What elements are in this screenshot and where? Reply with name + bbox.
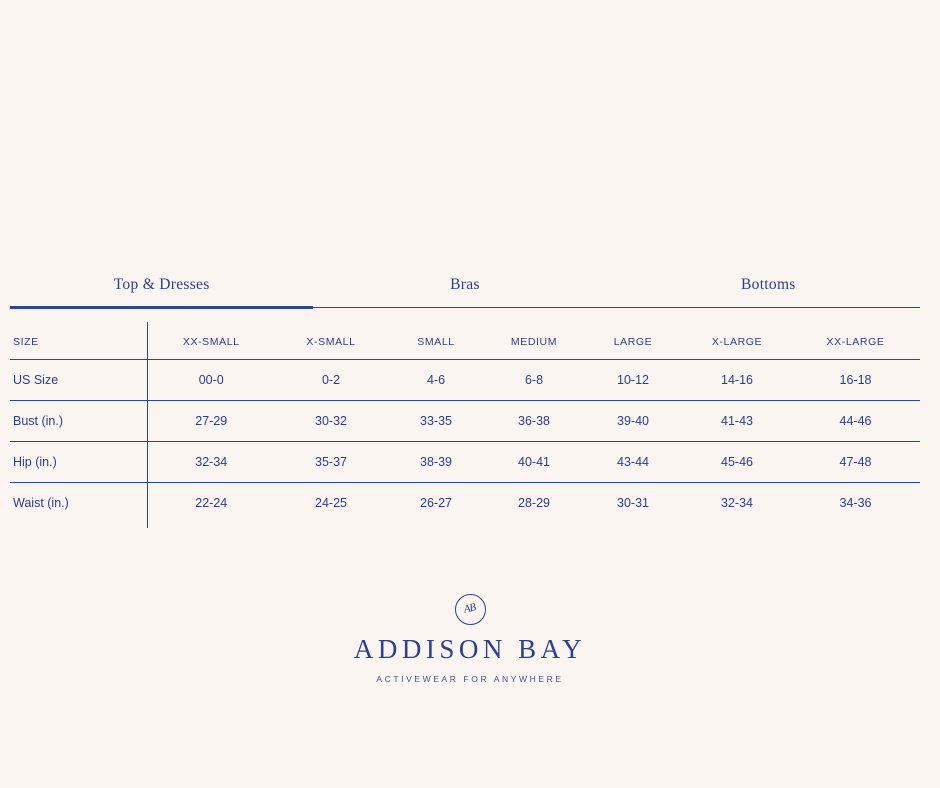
cell-value: 30-32 [275, 401, 387, 442]
column-header-x-large: X-LARGE [683, 322, 791, 360]
row-label: Bust (in.) [10, 401, 147, 442]
cell-value: 0-2 [275, 360, 387, 401]
tab-bottoms[interactable] [617, 276, 920, 307]
cell-value: 27-29 [147, 401, 275, 442]
cell-value: 36-38 [485, 401, 583, 442]
cell-value: 40-41 [485, 442, 583, 483]
tab-top-dresses[interactable] [10, 276, 313, 307]
cell-value: 00-0 [147, 360, 275, 401]
cell-value: 41-43 [683, 401, 791, 442]
tab-bras-label: Bras [450, 276, 480, 293]
cell-value: 24-25 [315, 496, 347, 510]
row-label: US Size [10, 360, 147, 401]
cell-value: 10-12 [583, 360, 683, 401]
cell-value: 32-34 [721, 496, 753, 510]
brand-monogram: AB [462, 601, 477, 616]
cell-value: 4-6 [387, 360, 485, 401]
row-label: Waist (in.) [10, 483, 147, 529]
cell-value: 44-46 [791, 401, 920, 442]
cell-value: 45-46 [683, 442, 791, 483]
column-header-xx-small: XX-SMALL [147, 322, 275, 360]
column-header-size: SIZE [10, 322, 147, 360]
table-row-us-size [10, 360, 920, 401]
cell-value: 14-16 [683, 360, 791, 401]
column-header-small: SMALL [387, 322, 485, 360]
cell-value: 26-27 [420, 496, 452, 510]
cell-value: 30-31 [617, 496, 649, 510]
table-row-waist [10, 483, 920, 529]
cell-value: 47-48 [791, 442, 920, 483]
cell-value: 43-44 [583, 442, 683, 483]
cell-value: 38-39 [387, 442, 485, 483]
brand-logo-icon [455, 594, 486, 625]
table-row-hip [10, 442, 920, 483]
cell-value: 34-36 [839, 496, 872, 510]
brand-tagline: ACTIVEWEAR FOR ANYWHERE [376, 674, 564, 684]
column-header-large: LARGE [583, 322, 683, 360]
brand-wordmark: ADDISON BAY [353, 634, 587, 664]
cell-value: 6-8 [485, 360, 583, 401]
cell-value: 33-35 [387, 401, 485, 442]
cell-value: 16-18 [791, 360, 920, 401]
tab-top-dresses-label: Top & Dresses [113, 276, 210, 293]
tab-bras[interactable] [313, 276, 616, 307]
row-label: Hip (in.) [10, 442, 147, 483]
cell-value: 22-24 [195, 496, 228, 510]
column-header-medium: MEDIUM [485, 322, 583, 360]
size-chart-header-row [10, 322, 920, 360]
cell-value: 39-40 [583, 401, 683, 442]
cell-value: 28-29 [518, 496, 550, 510]
cell-value: 35-37 [275, 442, 387, 483]
tab-bottoms-label: Bottoms [741, 276, 796, 293]
size-chart-table [10, 322, 920, 528]
column-header-x-small: X-SMALL [275, 322, 387, 360]
cell-value: 32-34 [147, 442, 275, 483]
size-guide-tabs [10, 276, 920, 308]
column-header-xx-large: XX-LARGE [791, 322, 920, 360]
brand-footer [0, 594, 940, 684]
table-row-bust [10, 401, 920, 442]
